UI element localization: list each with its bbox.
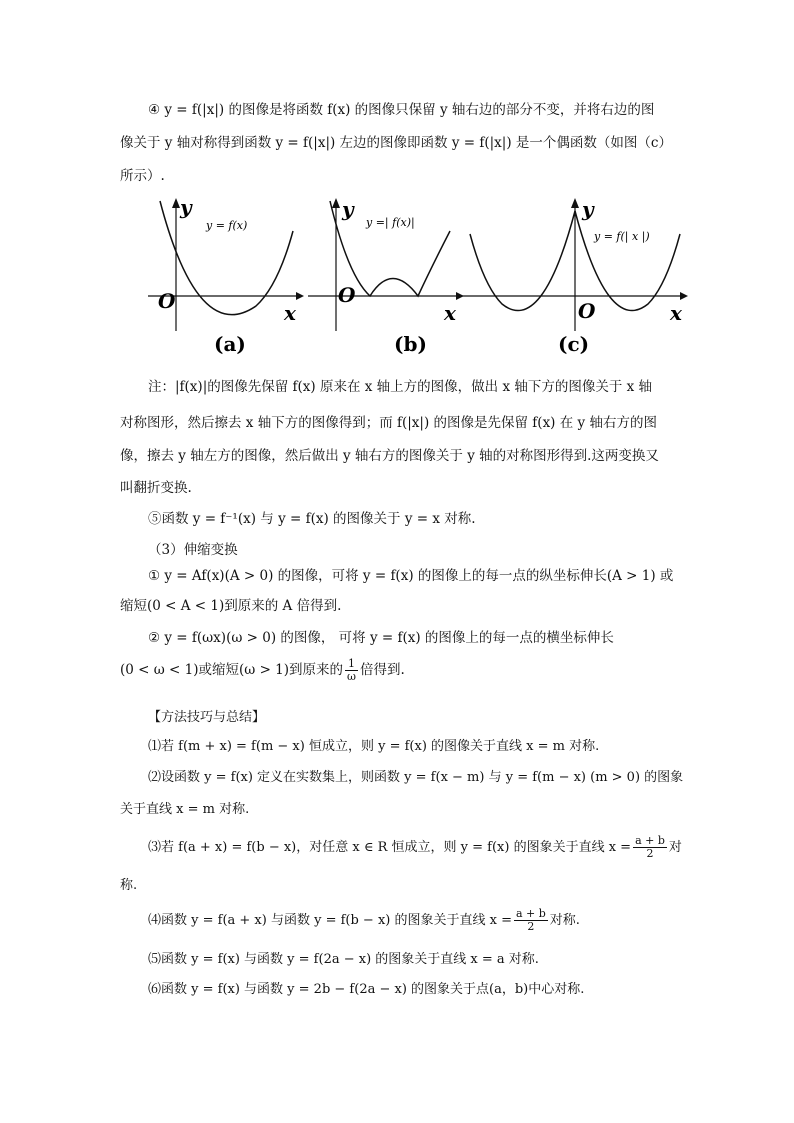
- para-4-line-1: ④ y = f(|x|) 的图像是将函数 f(x) 的图像只保留 y 轴右边的部分不变，并将右边的图: [148, 102, 655, 118]
- y-axis-label: y: [342, 197, 354, 221]
- fraction-one-over-omega: [345, 658, 358, 683]
- figure-caption: (b): [394, 332, 427, 356]
- fraction-denominator: 2: [527, 920, 535, 933]
- y-axis-label: y: [582, 197, 594, 221]
- method-6: ⑹函数 y = f(x) 与函数 y = 2b − f(2a − x) 的图象关于点(a，b)中心对称.: [148, 982, 585, 997]
- scale-1-line-1: ① y = Af(x)(A > 0) 的图像，可将 y = f(x) 的图像上的每一点的纵坐标伸长(A > 1) 或: [148, 568, 674, 584]
- x-axis-arrow: [296, 292, 304, 300]
- para-4-line-3: 所示）.: [120, 168, 165, 184]
- fraction-numerator: 1: [345, 658, 358, 671]
- method-3-line-2: 称.: [120, 878, 138, 893]
- x-axis-label: x: [670, 301, 682, 325]
- origin-label: O: [338, 283, 356, 307]
- method-4: [148, 908, 674, 933]
- y-axis-arrow: [172, 198, 180, 208]
- note-line-2: 对称图形，然后擦去 x 轴下方的图像得到；而 f(|x|) 的图像是先保留 f(x) 在 y 轴右方的图: [120, 415, 657, 431]
- figure-a: [148, 196, 308, 366]
- function-label: y =| f(x)|: [366, 216, 415, 229]
- x-axis-label: x: [444, 301, 456, 325]
- figure-caption: (c): [558, 332, 590, 356]
- figures-row: [148, 196, 698, 366]
- y-axis-label: y: [180, 196, 192, 219]
- origin-label: O: [578, 299, 596, 323]
- figure-c: [458, 196, 688, 366]
- fraction-denominator: ω: [347, 670, 357, 683]
- note-line-3: 像，擦去 y 轴左方的图像，然后做出 y 轴右方的图像关于 y 轴的对称图形得到.这两变换又: [120, 448, 659, 464]
- y-axis-arrow: [332, 198, 340, 208]
- method-3-line-1: [148, 834, 682, 860]
- fraction-a-plus-b-over-2: [633, 835, 667, 860]
- method-2-line-2: 关于直线 x = m 对称.: [120, 802, 250, 817]
- method-title: 【方法技巧与总结】: [148, 710, 266, 725]
- function-label: y = f(x): [206, 219, 248, 232]
- scale-2-text-b: 倍得到.: [360, 662, 405, 678]
- para-5: ⑤函数 y = f⁻¹(x) 与 y = f(x) 的图像关于 y = x 对称.: [148, 511, 476, 527]
- method-3-text-b: 对: [668, 840, 682, 855]
- para-4-line-2: 像关于 y 轴对称得到函数 y = f(|x|) 左边的图像即函数 y = f(|x|) 是一个偶函数（如图（c）: [120, 135, 672, 151]
- figure-b: [308, 196, 468, 366]
- scale-1-line-2: 缩短(0 < A < 1)到原来的 A 倍得到.: [120, 598, 342, 614]
- scale-2-line-2: [120, 658, 674, 683]
- fraction-denominator: 2: [646, 847, 654, 860]
- method-5: ⑸函数 y = f(x) 与函数 y = f(2a − x) 的图象关于直线 x = a 对称.: [148, 952, 539, 967]
- method-3-text-a: ⑶若 f(a + x) = f(b − x)，对任意 x ∈ R 恒成立，则 y = f(x) 的图象关于直线 x =: [148, 840, 632, 855]
- method-2-line-1: ⑵设函数 y = f(x) 定义在实数集上，则函数 y = f(x − m) 与 y = f(m − x) (m > 0) 的图象: [148, 770, 684, 785]
- fraction-numerator: a + b: [635, 834, 665, 847]
- section-3-heading: （3）伸缩变换: [148, 542, 238, 558]
- method-4-text-b: 对称.: [549, 913, 580, 928]
- note-line-1: 注：|f(x)|的图像先保留 f(x) 原来在 x 轴上方的图像，做出 x 轴下方的图像关于 x 轴: [148, 379, 653, 395]
- function-label: y = f(| x |): [594, 230, 650, 243]
- method-4-text-a: ⑷函数 y = f(a + x) 与函数 y = f(b − x) 的图象关于直线 x =: [148, 913, 512, 928]
- x-axis-arrow: [680, 292, 688, 300]
- scale-2-line-1: ② y = f(ωx)(ω > 0) 的图像， 可将 y = f(x) 的图像上的每一点的横坐标伸长: [148, 630, 614, 646]
- note-line-4: 叫翻折变换.: [120, 480, 192, 496]
- fraction-a-plus-b-over-2: [514, 908, 548, 933]
- figure-caption: (a): [214, 332, 246, 356]
- origin-label: O: [158, 289, 176, 313]
- scale-2-text-a: (0 < ω < 1)或缩短(ω > 1)到原来的: [120, 662, 344, 678]
- x-axis-label: x: [284, 301, 296, 325]
- fraction-numerator: a + b: [515, 907, 546, 920]
- y-axis-arrow: [571, 198, 579, 208]
- method-1: ⑴若 f(m + x) = f(m − x) 恒成立，则 y = f(x) 的图像关于直线 x = m 对称.: [148, 739, 600, 754]
